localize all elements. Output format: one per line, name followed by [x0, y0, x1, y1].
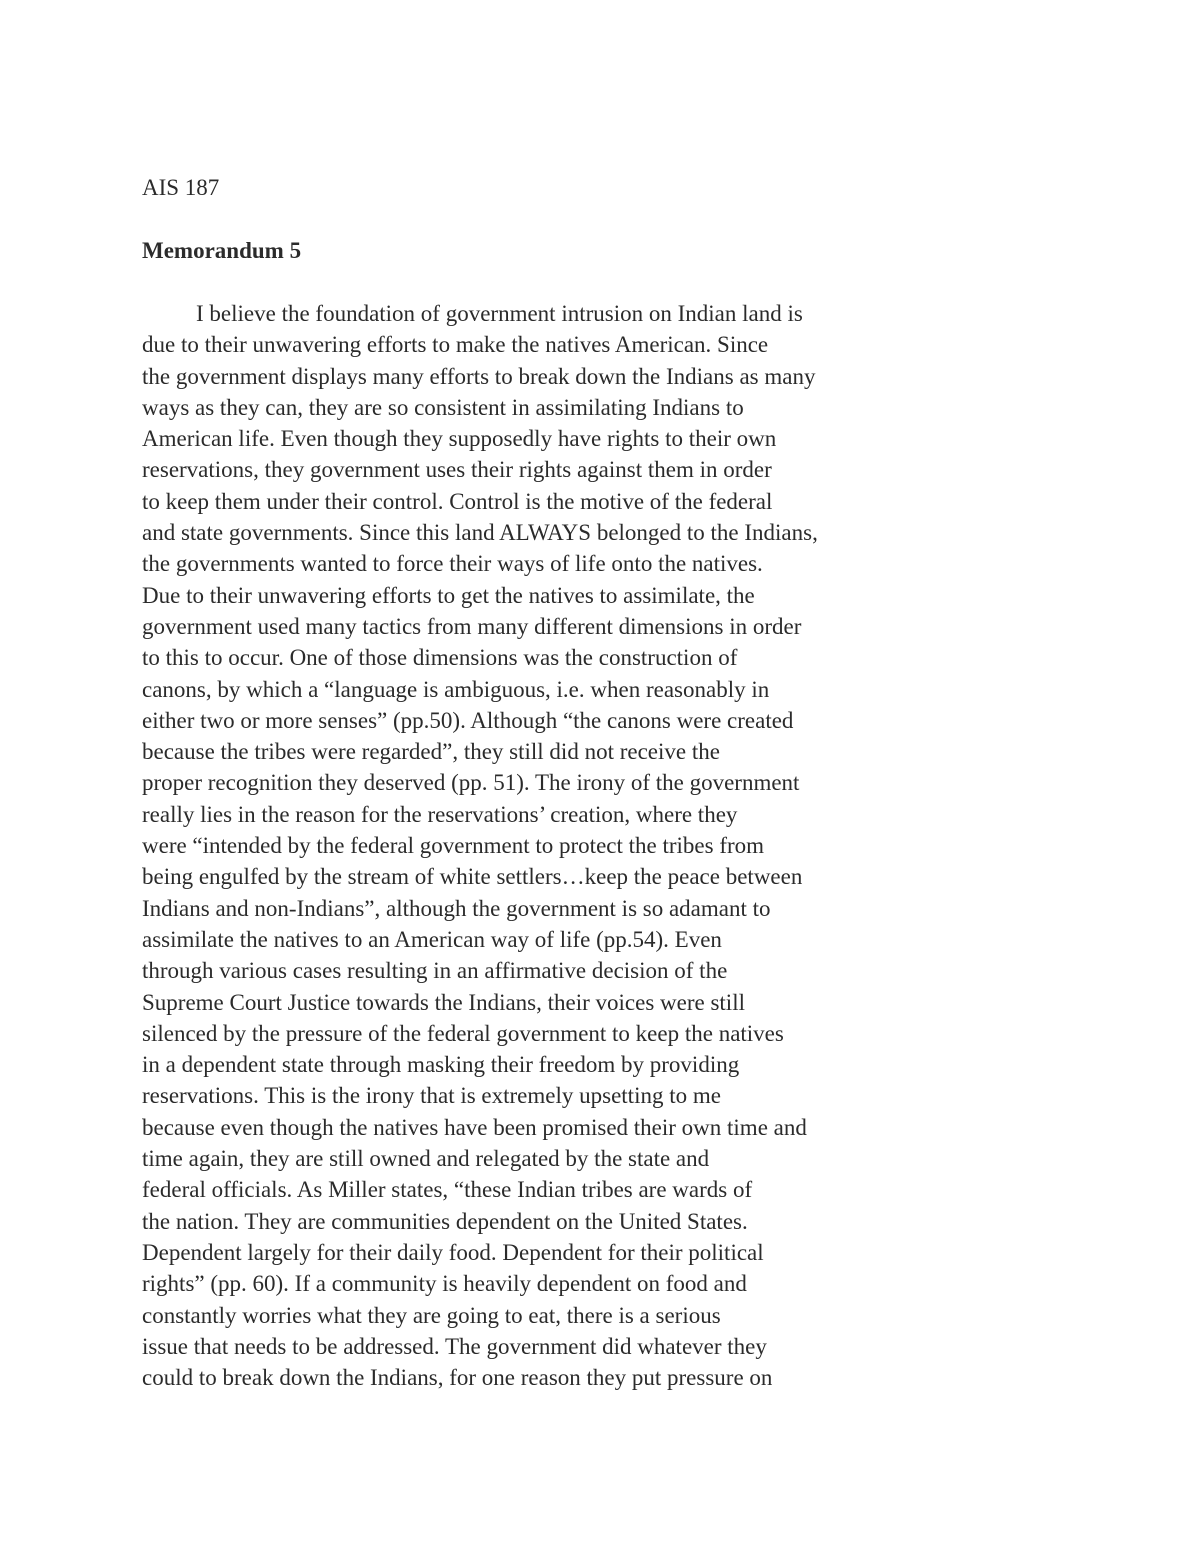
body-text-line: reservations, they government uses their rights against them in order: [142, 457, 772, 483]
body-text-line: in a dependent state through masking their freedom by providing: [142, 1052, 740, 1078]
body-text-line: I believe the foundation of government intrusion on Indian land is: [196, 301, 803, 326]
body-text-line: Due to their unwavering efforts to get the natives to assimilate, the: [142, 582, 755, 608]
body-text-line: really lies in the reason for the reservations’ creation, where they: [142, 801, 738, 827]
body-text-line: because the tribes were regarded”, they still did not receive the: [142, 739, 720, 765]
body-text-line: rights” (pp. 60). If a community is heavily dependent on food and: [142, 1271, 747, 1297]
body-text-line: reservations. This is the irony that is extremely upsetting to me: [142, 1083, 721, 1109]
body-text-line: Dependent largely for their daily food. Dependent for their political: [142, 1239, 764, 1265]
body-text-line: Indians and non-Indians”, although the government is so adamant to: [142, 895, 771, 921]
body-text-line: through various cases resulting in an affirmative decision of the: [142, 958, 728, 984]
memo-title: Memorandum 5: [142, 238, 302, 263]
body-text-line: canons, by which a “language is ambiguous, i.e. when reasonably in: [142, 676, 770, 702]
body-text-line: proper recognition they deserved (pp. 51). The irony of the government: [142, 770, 800, 796]
memo-body: [142, 298, 1042, 1393]
body-text-line: due to their unwavering efforts to make the natives American. Since: [142, 332, 769, 358]
body-text-line: were “intended by the federal government to protect the tribes from: [142, 833, 765, 859]
course-heading: AIS 187: [142, 175, 220, 200]
body-text-line: the nation. They are communities dependent on the United States.: [142, 1208, 748, 1234]
body-text-line: and state governments. Since this land ALWAYS belonged to the Indians,: [142, 520, 818, 546]
body-text-line: being engulfed by the stream of white settlers…keep the peace between: [142, 864, 803, 890]
body-text-line: time again, they are still owned and relegated by the state and: [142, 1146, 710, 1172]
body-text-line: either two or more senses” (pp.50). Although “the canons were created: [142, 707, 794, 733]
body-text-line: issue that needs to be addressed. The government did whatever they: [142, 1333, 767, 1359]
body-text-line: the government displays many efforts to break down the Indians as many: [142, 363, 816, 389]
body-text-line: government used many tactics from many different dimensions in order: [142, 613, 802, 639]
body-text-line: silenced by the pressure of the federal government to keep the natives: [142, 1020, 784, 1046]
body-text-line: to this to occur. One of those dimensions was the construction of: [142, 645, 738, 671]
document-content: [142, 172, 1042, 1393]
body-text-line: American life. Even though they supposedly have rights to their own: [142, 426, 777, 452]
body-text-line: the governments wanted to force their ways of life onto the natives.: [142, 551, 763, 577]
body-text-line: assimilate the natives to an American way of life (pp.54). Even: [142, 926, 722, 952]
body-text-line: constantly worries what they are going to eat, there is a serious: [142, 1302, 721, 1328]
body-text-line: could to break down the Indians, for one reason they put pressure on: [142, 1365, 773, 1391]
body-text-line: because even though the natives have been promised their own time and: [142, 1114, 807, 1140]
body-text-line: to keep them under their control. Control is the motive of the federal: [142, 488, 773, 514]
body-text-line: federal officials. As Miller states, “these Indian tribes are wards of: [142, 1177, 753, 1203]
body-text-line: Supreme Court Justice towards the Indians, their voices were still: [142, 989, 745, 1015]
body-text-line: ways as they can, they are so consistent in assimilating Indians to: [142, 394, 744, 420]
